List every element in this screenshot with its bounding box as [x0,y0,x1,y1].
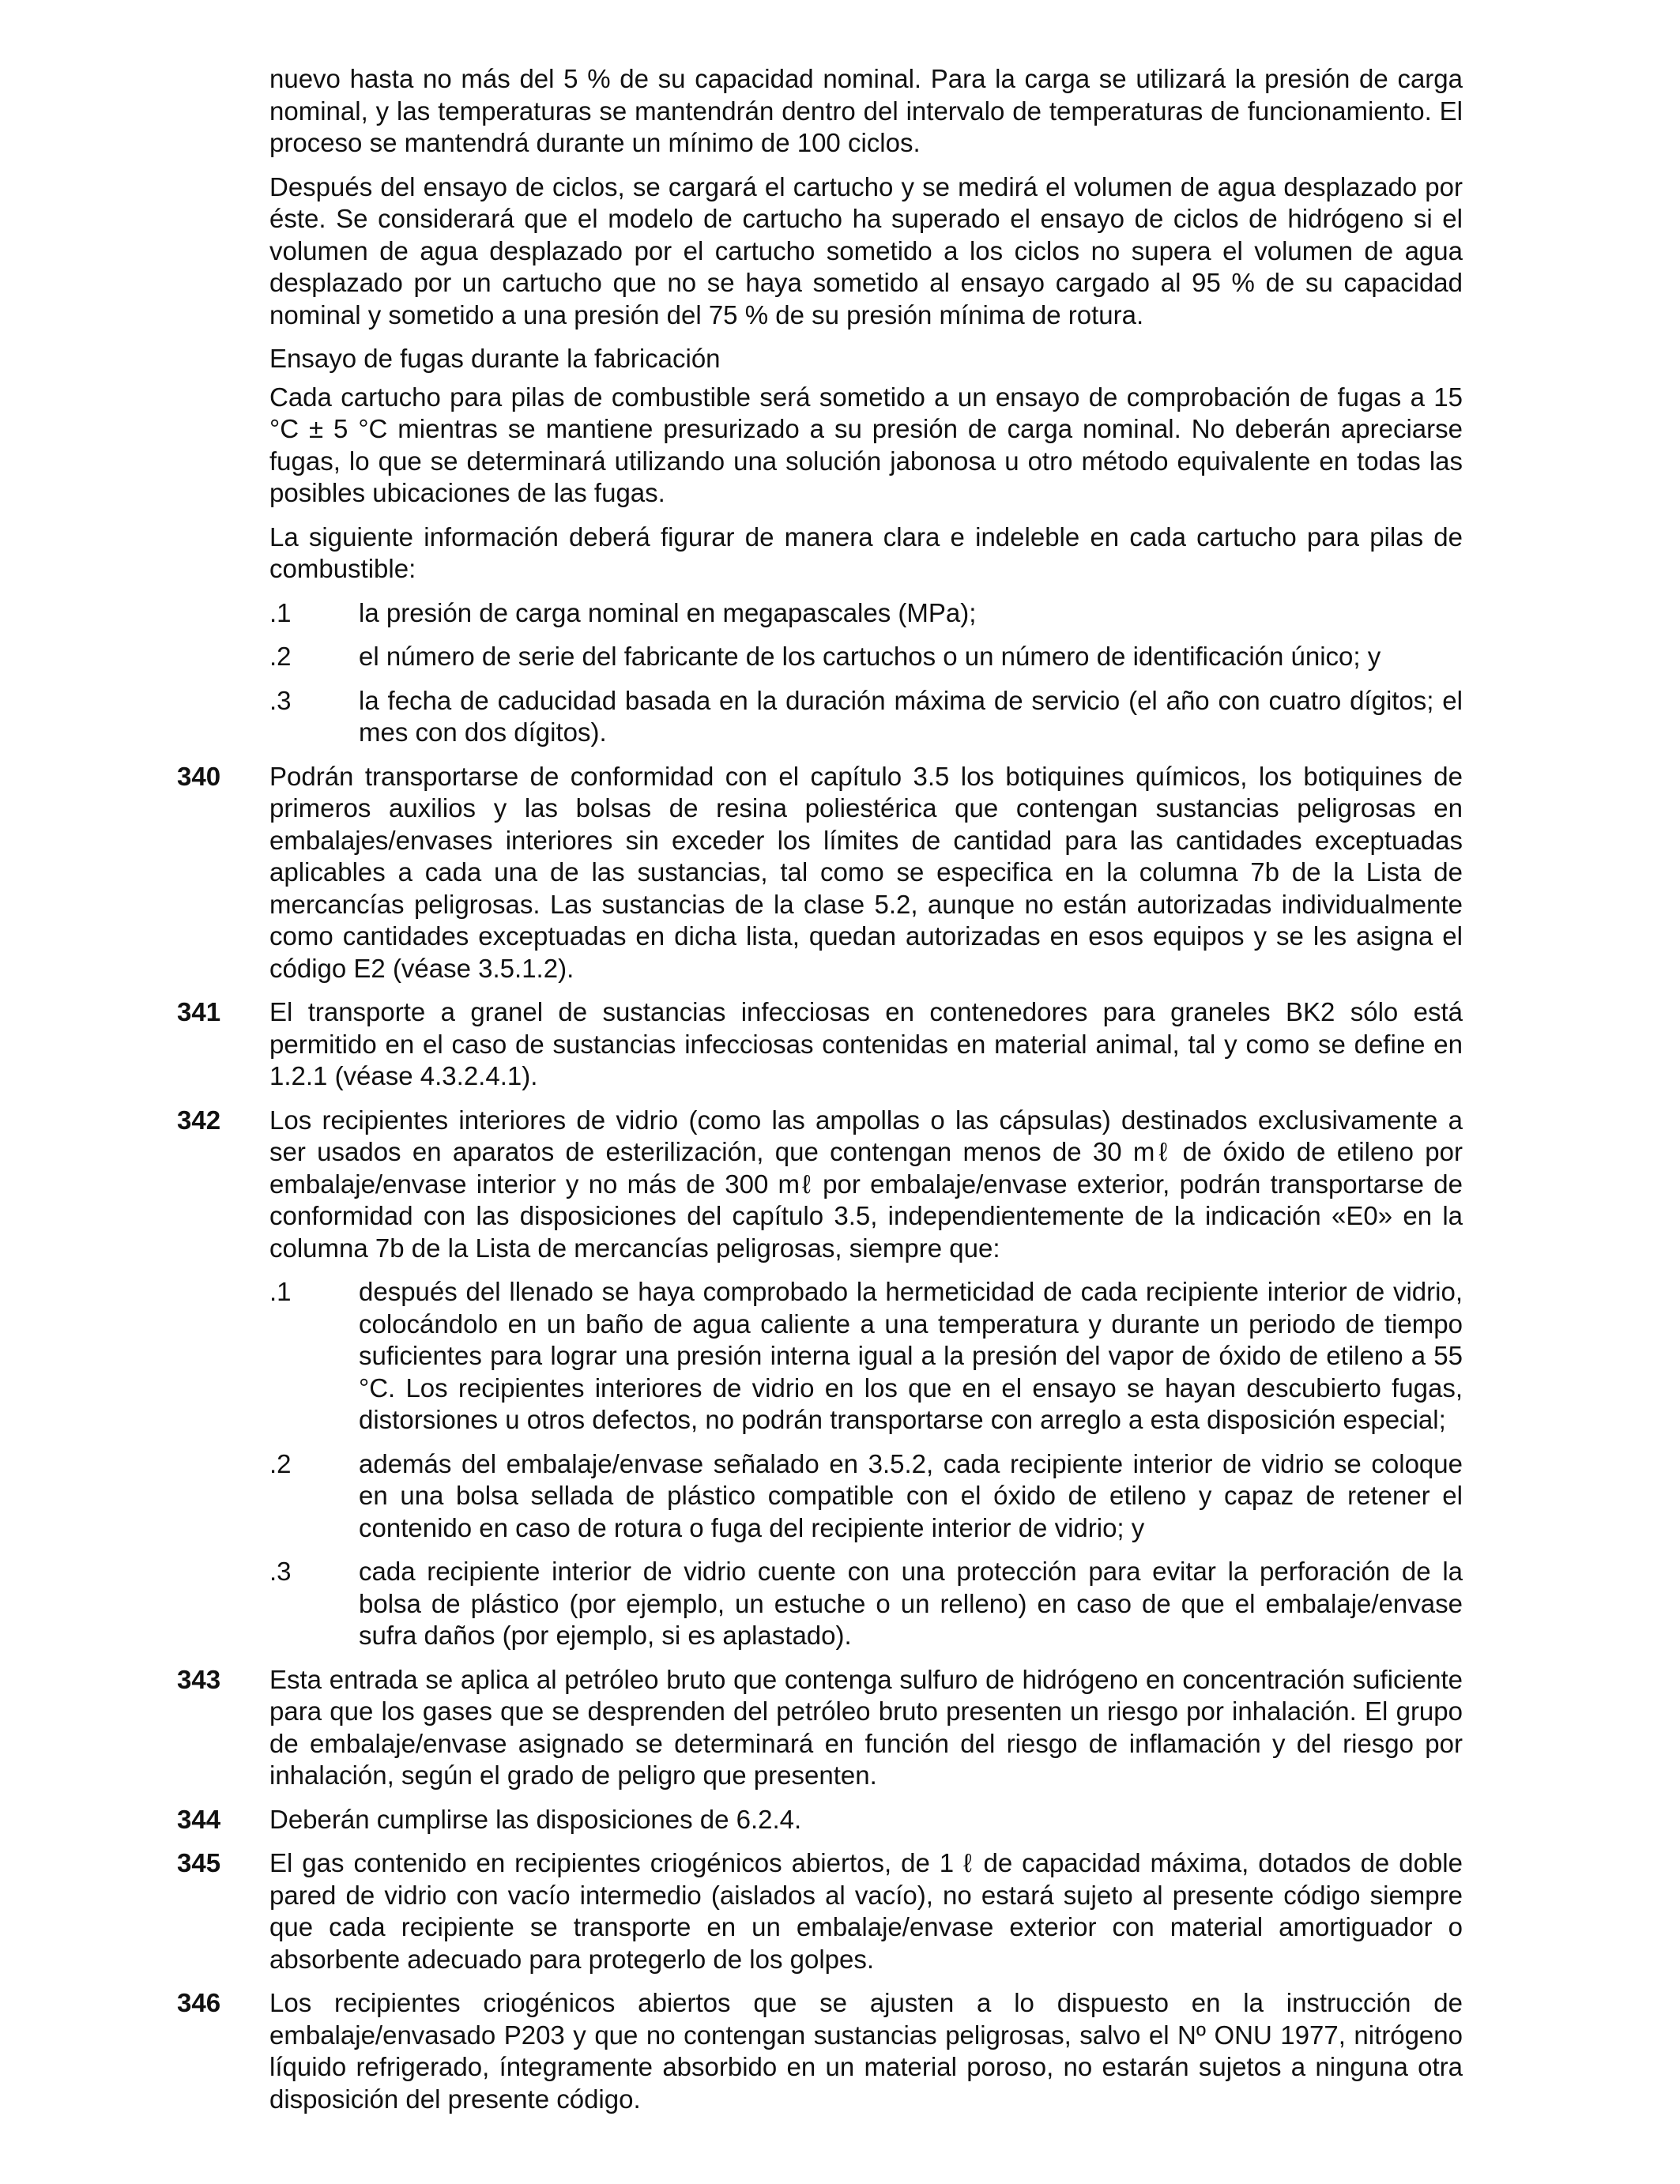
provision-entry-341 [177,996,1463,1093]
provision-code: 344 [177,1804,221,1834]
provision-code: 343 [177,1664,221,1694]
list-item-text: además del embalaje/envase señalado en 3.5.2, cada recipiente interior de vidrio se coloque en una bolsa sellada de plástico compatible con el óxido de etileno y capaz de retener el contenido en caso de rotura o fuga del recipiente interior de vidrio; y [359,1448,1463,1542]
list-item [269,1448,1463,1545]
provision-text: Los recipientes criogénicos abiertos que se ajusten a lo dispuesto en la instrucción de embalaje/envasado P203 y que no contengan sustancias peligrosas, salvo el Nº ONU 1977, nitrógeno líquido refrigerado, íntegramente absorbido en un material poroso, no estarán sujetos a ninguna otra disposición del presente código. [269,1988,1463,2114]
list-item-text: la fecha de caducidad basada en la duración máxima de servicio (el año con cuatro dígitos; el mes con dos dígitos). [359,685,1463,747]
provision-text: Esta entrada se aplica al petróleo bruto que contenga sulfuro de hidrógeno en concentración suficiente para que los gases que se desprenden del petróleo bruto presenten un riesgo por inhalación. El grupo de embalaje/envase asignado se determinará en función del riesgo de inflamación y del riesgo por inhalación, según el grado de peligro que presenten. [269,1664,1463,1790]
section-heading-leak-test: Ensayo de fugas durante la fabricación [269,344,721,373]
list-item-number: .1 [269,1277,292,1306]
provision-code: 345 [177,1848,221,1877]
list-item-number: .1 [269,597,292,627]
provision-text: El transporte a granel de sustancias infecciosas en contenedores para graneles BK2 sólo está permitido en el caso de sustancias infecciosas contenidas en material animal, tal y como se define en 1.2.1 (véase 4.3.2.4.1). [269,997,1463,1090]
list-item-text: después del llenado se haya comprobado la hermeticidad de cada recipiente interior de vidrio, colocándolo en un baño de agua caliente a una temperatura y durante un periodo de tiempo suficientes para lograr una presión interna igual a la presión del vapor de óxido de etileno a 55 °C. Los recipientes interiores de vidrio en los que en el ensayo se hayan descubierto fugas, distorsiones u otros defectos, no podrán transportarse con arreglo a esta disposición especial; [359,1277,1463,1434]
page-content [177,63,1463,2127]
list-item-number: .2 [269,1448,292,1478]
provision-code: 341 [177,997,221,1026]
paragraph-leak-test: Cada cartucho para pilas de combustible será sometido a un ensayo de comprobación de fugas a 15 °C ± 5 °C mientras se mantiene presurizado a su presión de carga nominal. No deberán apreciarse fugas, lo que se determinará utilizando una solución jabonosa u otro método equivalente en todas las posibles ubicaciones de las fugas. [269,382,1463,507]
provision-entry-343 [177,1664,1463,1792]
list-item-text: cada recipiente interior de vidrio cuente con una protección para evitar la perforación de la bolsa de plástico (por ejemplo, un estuche o un relleno) en caso de que el embalaje/envase sufra daños (por ejemplo, si es aplastado). [359,1557,1463,1650]
provision-code: 340 [177,761,221,791]
provision-entry-340 [177,761,1463,985]
provision-entry-342 [177,1105,1463,1652]
list-item [269,641,1463,673]
provision-code: 346 [177,1988,221,2017]
provision-text: Los recipientes interiores de vidrio (como las ampollas o las cápsulas) destinados exclusivamente a ser usados en aparatos de esterilización, que contengan menos de 30 mℓ de óxido de etileno por embalaje/envase interior y no más de 300 mℓ por embalaje/envase exterior, podrán transportarse de conformidad con las disposiciones del capítulo 3.5, independientemente de la indicación «E0» en la columna 7b de la Lista de mercancías peligrosas, siempre que: [269,1105,1463,1263]
list-item-number: .3 [269,685,292,715]
list-item [269,685,1463,749]
paragraph-cycle-test-result: Después del ensayo de ciclos, se cargará el cartucho y se medirá el volumen de agua desplazado por éste. Se considerará que el modelo de cartucho ha superado el ensayo de ciclos de hidrógeno si el volumen de agua desplazado por el cartucho sometido a los ciclos no supera el volumen de agua desplazado por un cartucho que no se haya sometido al ensayo cargado al 95 % de su capacidad nominal y sometido a una presión del 75 % de su presión mínima de rotura. [269,171,1463,329]
list-item-number: .3 [269,1557,292,1586]
list-item-text: el número de serie del fabricante de los cartuchos o un número de identificación único; y [359,642,1381,671]
provision-text: Podrán transportarse de conformidad con el capítulo 3.5 los botiquines químicos, los botiquines de primeros auxilios y las bolsas de resina poliestérica que contengan sustancias peligrosas en embalajes/envases interiores sin exceder los límites de cantidad para las cantidades exceptuadas aplicables a cada una de las sustancias, tal como se especifica en la columna 7b de la Lista de mercancías peligrosas. Las sustancias de la clase 5.2, aunque no están autorizadas individualmente como cantidades exceptuadas en dicha lista, quedan autorizadas en esos equipos y se les asigna el código E2 (véase 3.5.1.2). [269,761,1463,983]
list-item [269,1276,1463,1437]
provision-text: El gas contenido en recipientes criogénicos abiertos, de 1 ℓ de capacidad máxima, dotados de doble pared de vidrio con vacío intermedio (aislados al vacío), no estará sujeto al presente código siempre que cada recipiente se transporte en un embalaje/envase exterior con material amortiguador o absorbente adecuado para protegerlo de los golpes. [269,1848,1463,1974]
list-item [269,1556,1463,1652]
list-item [269,597,1463,630]
provision-text: Deberán cumplirse las disposiciones de 6.2.4. [269,1804,802,1834]
provision-entry-344 [177,1804,1463,1836]
list-item-text: la presión de carga nominal en megapascales (MPa); [359,597,977,627]
list-item-number: .2 [269,642,292,671]
provision-code: 342 [177,1105,221,1135]
paragraph-marking-info: La siguiente información deberá figurar de manera clara e indeleble en cada cartucho para pilas de combustible: [269,522,1463,583]
provision-entry-345 [177,1847,1463,1975]
paragraph-cycle-test-end: nuevo hasta no más del 5 % de su capacidad nominal. Para la carga se utilizará la presión de carga nominal, y las temperaturas se mantendrán dentro del intervalo de temperaturas de funcionamiento. El proceso se mantendrá durante un mínimo de 100 ciclos. [269,64,1463,157]
provision-entry-346 [177,1987,1463,2115]
